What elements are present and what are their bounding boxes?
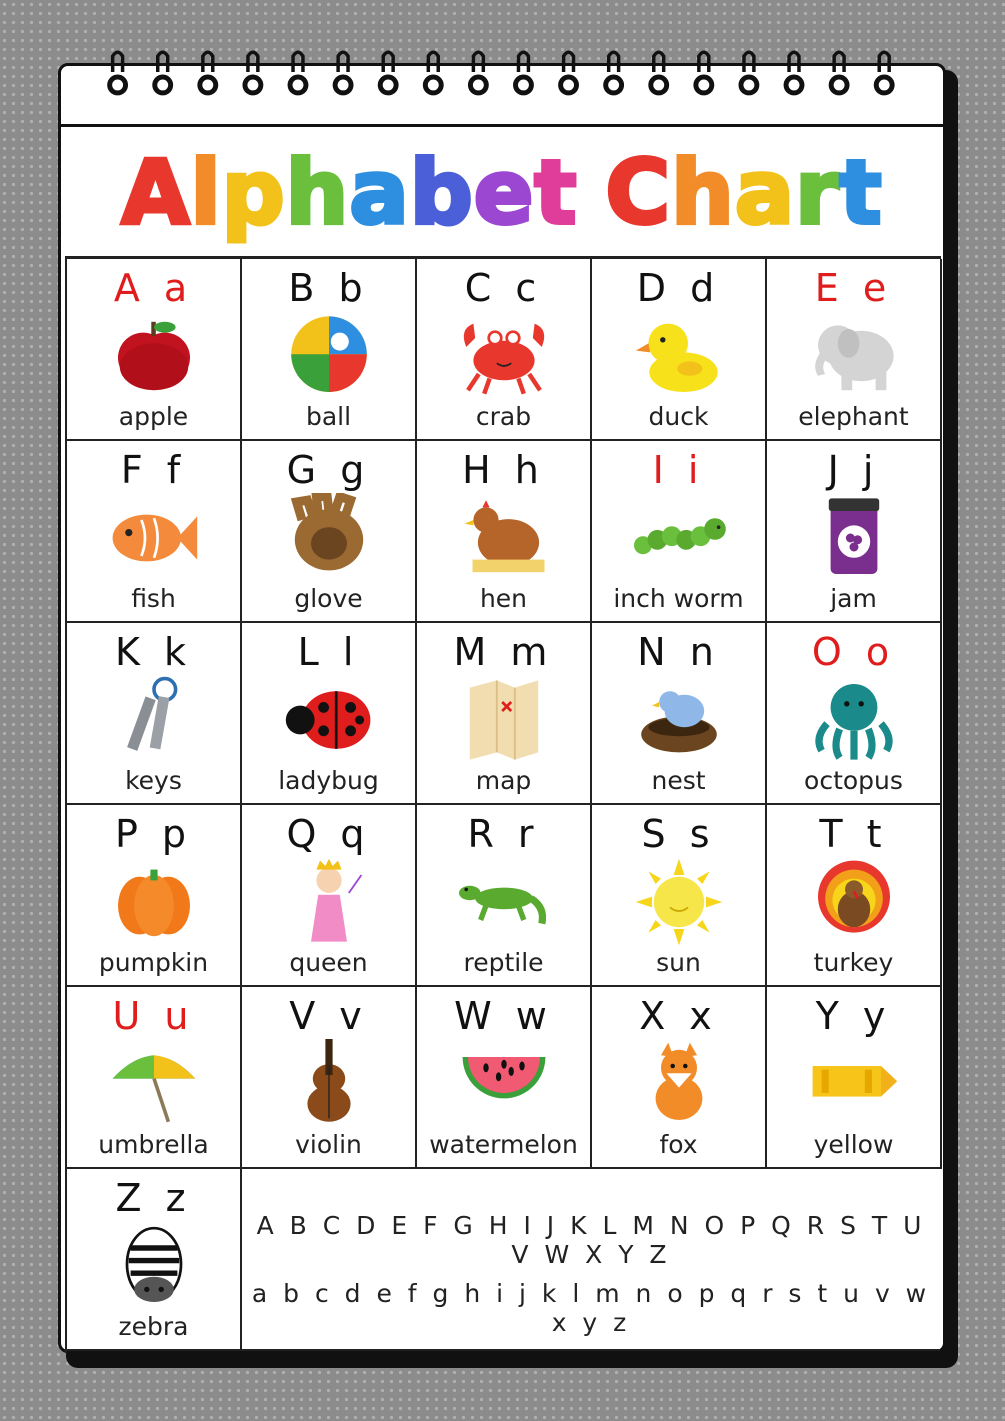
- letter-pair: K k: [114, 630, 192, 674]
- letter-cell: [67, 259, 242, 441]
- uppercase-alphabet: A B C D E F G H I J K L M N O P Q R S T U V W X Y Z: [256, 1211, 926, 1269]
- word-label: yellow: [813, 1130, 894, 1159]
- nest-icon: [629, 675, 729, 765]
- word-label: duck: [648, 402, 709, 431]
- letter-pair: T t: [819, 812, 888, 856]
- title-letter: h: [285, 141, 350, 244]
- letter-pair: I i: [652, 448, 705, 492]
- title-letter: p: [221, 141, 286, 244]
- word-label: hen: [479, 584, 528, 613]
- letter-pair: E e: [814, 266, 893, 310]
- word-label: elephant: [798, 402, 909, 431]
- letter-pair: H h: [462, 448, 545, 492]
- title-letter: r: [795, 141, 840, 244]
- title-letter: C: [605, 141, 672, 244]
- ladybug-icon: [279, 675, 379, 765]
- word-label: violin: [295, 1130, 362, 1159]
- letter-pair: G g: [286, 448, 371, 492]
- letter-cell: [242, 441, 417, 623]
- header-divider: [61, 124, 943, 127]
- letter-pair: O o: [811, 630, 896, 674]
- word-label: reptile: [463, 948, 544, 977]
- letter-cell: [592, 805, 767, 987]
- letter-pair: Y y: [815, 994, 892, 1038]
- reptile-icon: [454, 857, 554, 947]
- letter-cell: [417, 623, 592, 805]
- word-label: map: [475, 766, 532, 795]
- letter-cell: [417, 441, 592, 623]
- title-letter: t: [839, 141, 883, 244]
- title-letter: A: [121, 141, 191, 244]
- inchworm-icon: [629, 493, 729, 583]
- spiral-binding-icon: [61, 50, 943, 110]
- sun-icon: [629, 857, 729, 947]
- page-title: [61, 138, 943, 248]
- letter-pair: R r: [467, 812, 540, 856]
- fox-icon: [629, 1039, 729, 1129]
- word-label: sun: [656, 948, 701, 977]
- letter-pair: L l: [297, 630, 360, 674]
- letter-cell: [67, 805, 242, 987]
- jam-icon: [804, 493, 904, 583]
- title-letter: e: [473, 141, 535, 244]
- watermelon-icon: [454, 1039, 554, 1129]
- ball-icon: [279, 311, 379, 401]
- keys-icon: [104, 675, 204, 765]
- letter-cell: [767, 441, 942, 623]
- pumpkin-icon: [104, 857, 204, 947]
- crayon-icon: [804, 1039, 904, 1129]
- hen-icon: [454, 493, 554, 583]
- violin-icon: [279, 1039, 379, 1129]
- letter-pair: Q q: [286, 812, 371, 856]
- word-label: pumpkin: [98, 948, 209, 977]
- title-letter: t: [534, 141, 578, 244]
- letter-cell: [242, 987, 417, 1169]
- word-label: keys: [125, 766, 182, 795]
- letter-grid: [65, 256, 941, 1353]
- turkey-icon: [804, 857, 904, 947]
- letter-cell: [67, 987, 242, 1169]
- glove-icon: [279, 493, 379, 583]
- alphabet-reference-box: [242, 1169, 940, 1351]
- title-letter: b: [409, 141, 474, 244]
- letter-cell: [242, 259, 417, 441]
- letter-cell: [592, 259, 767, 441]
- apple-icon: [104, 311, 204, 401]
- word-label: fox: [659, 1130, 698, 1159]
- word-label: zebra: [118, 1312, 189, 1341]
- letter-pair: V v: [289, 994, 368, 1038]
- word-label: ball: [305, 402, 352, 431]
- letter-pair: D d: [636, 266, 721, 310]
- map-icon: [454, 675, 554, 765]
- letter-cell: [767, 623, 942, 805]
- word-label: inch worm: [613, 584, 744, 613]
- title-letter: l: [190, 141, 222, 244]
- letter-cell: [67, 441, 242, 623]
- duck-icon: [629, 311, 729, 401]
- word-label: octopus: [804, 766, 903, 795]
- word-label: fish: [131, 584, 176, 613]
- word-label: crab: [475, 402, 532, 431]
- queen-icon: [279, 857, 379, 947]
- letter-pair: U u: [112, 994, 195, 1038]
- letter-cell: [592, 987, 767, 1169]
- letter-pair: C c: [464, 266, 543, 310]
- letter-cell: [242, 623, 417, 805]
- letter-pair: A a: [113, 266, 194, 310]
- fish-icon: [104, 493, 204, 583]
- umbrella-icon: [104, 1039, 204, 1129]
- lowercase-alphabet: a b c d e f g h i j k l m n o p q r s t u v w x y z: [251, 1279, 931, 1337]
- letter-pair: J j: [827, 448, 880, 492]
- letter-cell: [767, 259, 942, 441]
- letter-cell: [592, 441, 767, 623]
- letter-pair: F f: [120, 448, 187, 492]
- letter-pair: M m: [453, 630, 554, 674]
- word-label: watermelon: [429, 1130, 578, 1159]
- letter-pair: X x: [639, 994, 718, 1038]
- letter-cell: [767, 805, 942, 987]
- word-label: ladybug: [278, 766, 379, 795]
- letter-pair: S s: [641, 812, 716, 856]
- word-label: jam: [830, 584, 877, 613]
- letter-cell: [417, 259, 592, 441]
- word-label: queen: [289, 948, 368, 977]
- word-label: apple: [118, 402, 189, 431]
- letter-cell: [67, 623, 242, 805]
- crab-icon: [454, 311, 554, 401]
- word-label: umbrella: [98, 1130, 209, 1159]
- elephant-icon: [804, 311, 904, 401]
- title-letter: a: [349, 141, 410, 244]
- title-letter: h: [671, 141, 735, 244]
- letter-cell: [767, 987, 942, 1169]
- letter-pair: Z z: [115, 1176, 192, 1220]
- word-label: nest: [651, 766, 706, 795]
- word-label: turkey: [813, 948, 894, 977]
- letter-pair: P p: [114, 812, 193, 856]
- title-letter: a: [734, 141, 796, 244]
- letter-cell: [242, 805, 417, 987]
- letter-cell: [67, 1169, 242, 1351]
- letter-cell: [417, 987, 592, 1169]
- letter-pair: B b: [288, 266, 369, 310]
- letter-pair: N n: [637, 630, 720, 674]
- word-label: glove: [294, 584, 363, 613]
- alphabet-chart-card: [58, 63, 946, 1353]
- letter-pair: W w: [454, 994, 553, 1038]
- letter-cell: [592, 623, 767, 805]
- letter-cell: [417, 805, 592, 987]
- octopus-icon: [804, 675, 904, 765]
- zebra-icon: [104, 1221, 204, 1311]
